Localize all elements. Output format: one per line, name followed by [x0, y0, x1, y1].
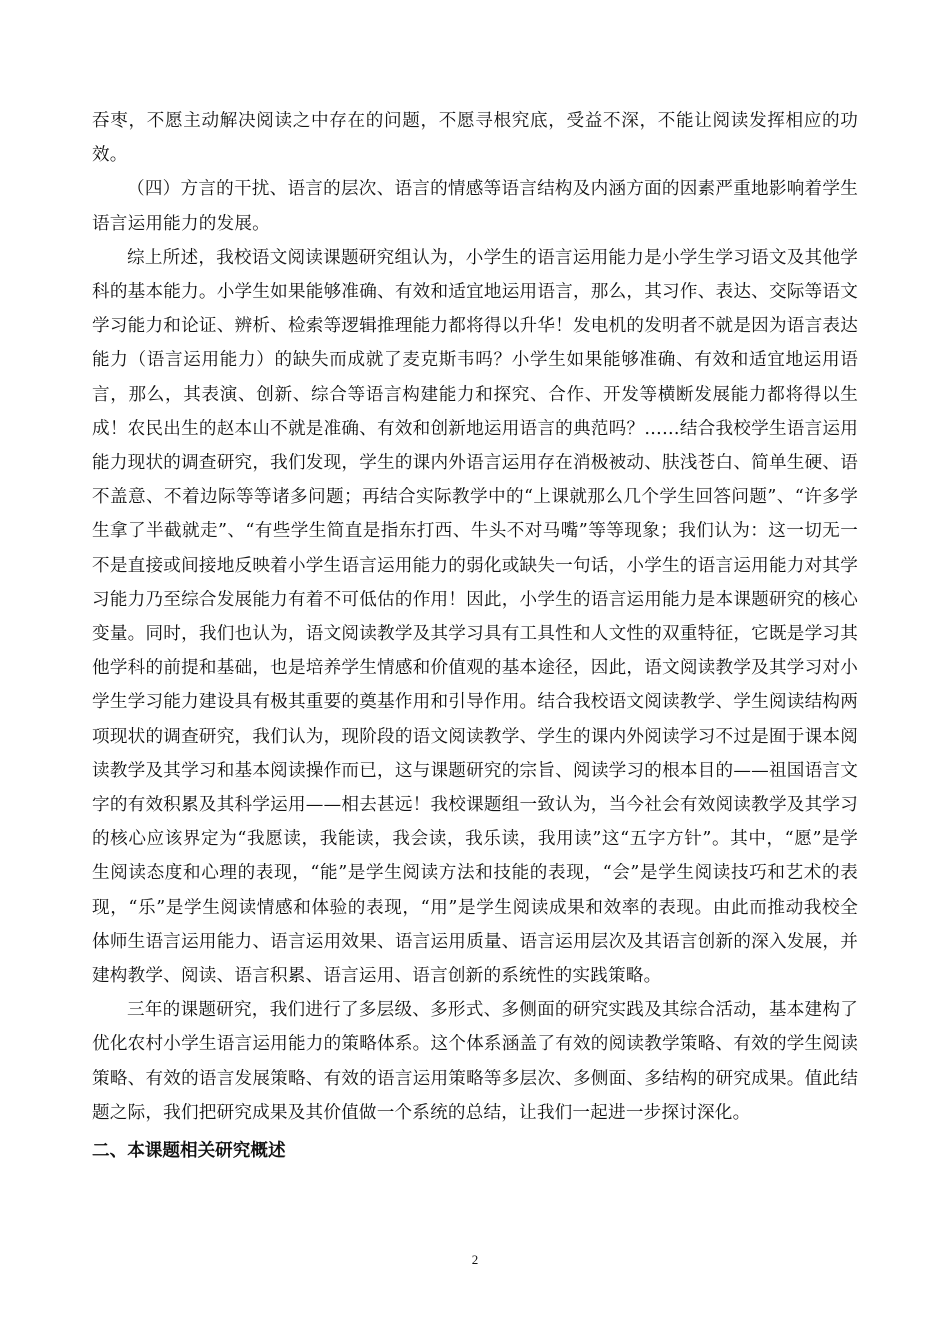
- paragraph-4: 三年的课题研究，我们进行了多层级、多形式、多侧面的研究实践及其综合活动，基本建构了优化农村小学生语言运用能力的策略体系。这个体系涵盖了有效的阅读教学策略、有效的学生阅读策略、有效的语言发展策略、有效的语言运用策略等多层次、多侧面、多结构的研究成果。值此结题之际，我们把研究成果及其价值做一个系统的总结，让我们一起进一步探讨深化。: [92, 1000, 858, 1123]
- paragraph-2: （四）方言的干扰、语言的层次、语言的情感等语言结构及内涵方面的因素严重地影响着学生语言运用能力的发展。: [92, 179, 858, 234]
- document-body: [92, 104, 858, 1168]
- paragraph-1: 吞枣，不愿主动解决阅读之中存在的问题，不愿寻根究底，受益不深，不能让阅读发挥相应的功效。: [92, 111, 858, 166]
- paragraph-3: 综上所述，我校语文阅读课题研究组认为，小学生的语言运用能力是小学生学习语文及其他学科的基本能力。小学生如果能够准确、有效和适宜地运用语言，那么，其习作、表达、交际等语文学习能力和论证、辨析、检索等逻辑推理能力都将得以升华！发电机的发明者不就是因为语言表达能力（语言运用能力）的缺失而成就了麦克斯韦吗？小学生如果能够准确、有效和适宜地运用语言，那么，其表演、创新、综合等语言构建能力和探究、合作、开发等横断发展能力都将得以生成！农民出生的赵本山不就是准确、有效和创新地运用语言的典范吗？……结合我校学生语言运用能力现状的调查研究，我们发现，学生的课内外语言运用存在消极被动、肤浅苍白、简单生硬、语不盖意、不着边际等等诸多问题；再结合实际教学中的“上课就那么几个学生回答问题”、“许多学生拿了半截就走”、“有些学生简直是指东打西、牛头不对马嘴”等等现象；我们认为：这一切无一不是直接或间接地反映着小学生语言运用能力的弱化或缺失一句话，小学生的语言运用能力对其学习能力乃至综合发展能力有着不可低估的作用！因此，小学生的语言运用能力是本课题研究的核心变量。同时，我们也认为，语文阅读教学及其学习具有工具性和人文性的双重特征，它既是学习其他学科的前提和基础，也是培养学生情感和价值观的基本途径，因此，语文阅读教学及其学习对小学生学习能力建设具有极其重要的奠基作用和引导作用。结合我校语文阅读教学、学生阅读结构两项现状的调查研究，我们认为，现阶段的语文阅读教学、学生的课内外阅读学习不过是囿于课本阅读教学及其学习和基本阅读操作而已，这与课题研究的宗旨、阅读学习的根本目的——祖国语言文字的有效积累及其科学运用——相去甚远！我校课题组一致认为，当今社会有效阅读教学及其学习的核心应该界定为“我愿读，我能读，我会读，我乐读，我用读”这“五字方针”。其中，“愿”是学生阅读态度和心理的表现，“能”是学生阅读方法和技能的表现，“会”是学生阅读技巧和艺术的表现，“乐”是学生阅读情感和体验的表现，“用”是学生阅读成果和效率的表现。由此而推动我校全体师生语言运用能力、语言运用效果、语言运用质量、语言运用层次及其语言创新的深入发展，并建构教学、阅读、语言积累、语言运用、语言创新的系统性的实践策略。: [92, 247, 858, 987]
- section-heading: 二、本课题相关研究概述: [92, 1141, 286, 1162]
- page-number: 2: [471, 1252, 479, 1267]
